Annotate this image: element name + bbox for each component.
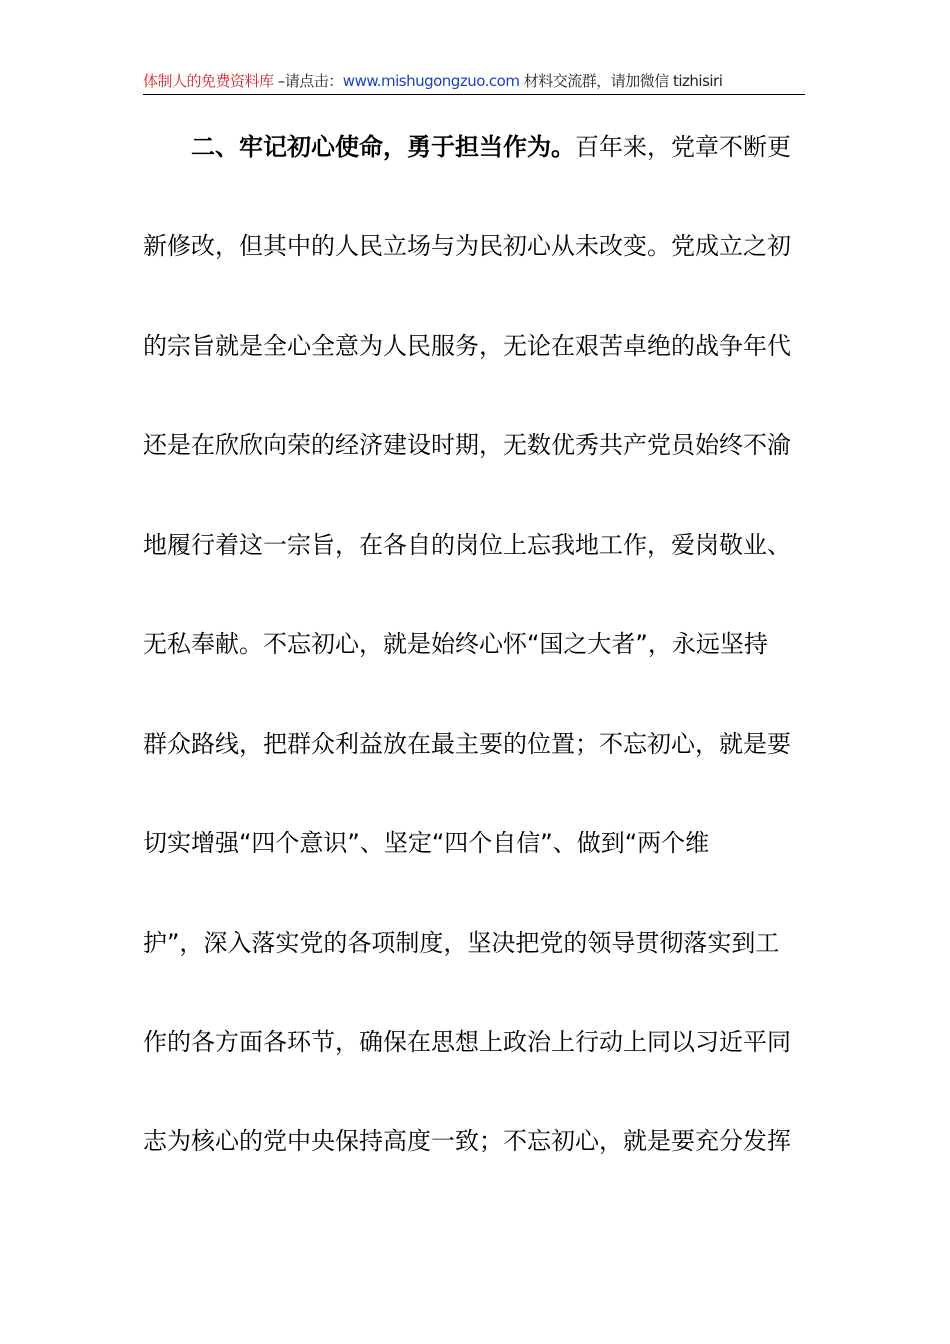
- paragraph-line-11: 志为核心的党中央保持高度一致；不忘初心，就是要充分发挥: [143, 1127, 791, 1155]
- page-header: [143, 68, 805, 95]
- paragraph-line-8: 切实增强“四个意识”、坚定“四个自信”、做到“两个维: [143, 829, 710, 857]
- paragraph-line-9: 护”，深入落实党的各项制度，坚决把党的领导贯彻落实到工: [143, 929, 780, 957]
- paragraph-line-2: 新修改，但其中的人民立场与为民初心从未改变。党成立之初: [143, 232, 791, 260]
- paragraph-line-6: 无私奉献。不忘初心，就是始终心怀“国之大者”，永远坚持: [143, 630, 768, 658]
- paragraph-line-7: 群众路线，把群众利益放在最主要的位置；不忘初心，就是要: [143, 730, 791, 758]
- paragraph-line-1-text: 百年来，党章不断更: [575, 133, 791, 161]
- header-tail: 材料交流群，请加微信 tizhisiri: [519, 72, 723, 90]
- header-brand: 体制人的免费资料库: [143, 72, 274, 90]
- paragraph-line-4: 还是在欣欣向荣的经济建设时期，无数优秀共产党员始终不渝: [143, 431, 791, 459]
- paragraph-line-5: 地履行着这一宗旨，在各自的岗位上忘我地工作，爱岗敬业、: [143, 531, 791, 559]
- paragraph-line-1: [191, 131, 813, 163]
- paragraph-line-3: 的宗旨就是全心全意为人民服务，无论在艰苦卓绝的战争年代: [143, 332, 791, 360]
- paragraph-line-10: 作的各方面各环节，确保在思想上政治上行动上同以习近平同: [143, 1028, 791, 1056]
- header-separator: –请点击：: [273, 72, 343, 90]
- header-url-link[interactable]: www.mishugongzuo.com: [342, 72, 520, 90]
- section-heading: 二、牢记初心使命，勇于担当作为。: [191, 133, 575, 161]
